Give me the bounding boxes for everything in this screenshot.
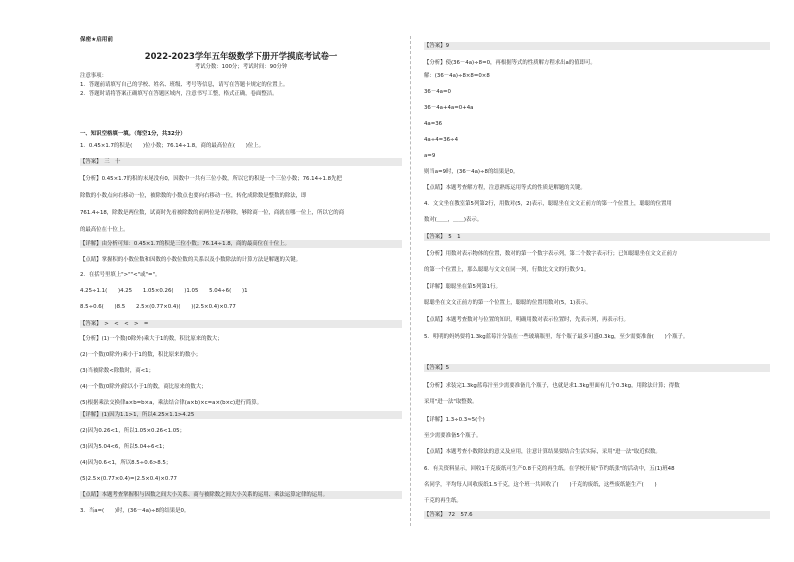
notice-title: 注意事项： — [80, 73, 107, 79]
solve-step: a=9 — [424, 153, 436, 159]
answer-6: 【答案】 72 57.6 — [424, 511, 770, 519]
question-1: 1．0.45×1.7的积是( )位小数；76.14÷1.8，商的最高位在( )位上。 — [80, 143, 265, 149]
answer-2: 【答案】 > < < > = — [80, 320, 402, 328]
question-3: 3．当a=( )时，(36－4a)÷8的结果是0。 — [80, 508, 190, 514]
question-4: 4．文文坐在教室第5列第2行，用数对(5，2)表示，聪聪坐在文文正前方的第一个位置上，聪聪的位置用 — [424, 201, 672, 207]
analysis-line: 【分析】求装完1.3kg蓝莓汁至少需要准备几个瓶子，也就是求1.3kg里面有几个0.3kg，用除法计算；得数 — [424, 383, 680, 389]
detail-line: (3)因为5.04<6，所以5.04÷6<1； — [80, 444, 168, 450]
analysis-line: (5)根据乘法交换律a×b=b×a，乘法结合律(a×b)×c=a×(b×c)进行简算。 — [80, 400, 263, 406]
detail-line: 【详解】聪聪坐在第5列第1行。 — [424, 284, 501, 290]
solve-step: 4a÷4=36÷4 — [424, 137, 459, 143]
analysis-line: 761.4÷18，除数是两位数，试商时先看被除数的前两位是否够除，够除商一位，商就在哪一位上，所以它的商 — [80, 210, 344, 216]
solve-step: 则当a=9时，(36－4a)÷8的结果是0。 — [424, 169, 519, 175]
answer-3: 【答案】9 — [424, 42, 770, 50]
question-6-cont: 千克的再生纸。 — [424, 498, 462, 504]
notice-item: 1．答题前请填写自己的学校、姓名、班级、考号等信息，请写在答题卡规定的位置上。 — [80, 82, 289, 88]
exam-title: 2022-2023学年五年级数学下册开学摸底考试卷一 — [144, 51, 338, 61]
detail-line: (2)因为0.26<1，所以1.05×0.26<1.05； — [80, 428, 185, 434]
detail-line: 聪聪坐在文文正前方的第一个位置上，聪聪的位置用数对(5，1)表示。 — [424, 300, 592, 306]
answer-1: 【答案】 三 十 — [80, 158, 402, 166]
question-5: 5．明明的妈妈要将1.3kg蓝莓汁分装在一些玻璃瓶里，每个瓶子最多可盛0.3kg，至少需要准备( )个瓶子。 — [424, 334, 689, 340]
tip-line: 【点睛】本题考查小数除法的意义及应用，注意计算结果要结合生活实际，采用"进一法"取近似数。 — [424, 449, 661, 455]
analysis-line: 【分析】0.45×1.7的积的末尾没有0，因数中一共有三位小数，所以它的积是一个三位小数；76.14÷1.8先把 — [80, 176, 342, 182]
secret-label: 保密★启用前 — [80, 37, 113, 43]
question-2: 2．在括号里填上">""<"或"="。 — [80, 272, 161, 278]
analysis-line: 【分析】用数对表示物体的位置，数对的第一个数字表示列，第二个数字表示行；已知聪聪坐在文文正前方 — [424, 251, 678, 257]
tip-line: 【点睛】本题考查掌握积与因数之间大小关系、商与被除数之间大小关系的运用、乘法运算定律的运用。 — [80, 491, 402, 499]
notice-item: 2．答题时请将答案正确填写在答题区域内，注意书写工整，格式正确，卷面整洁。 — [80, 91, 278, 97]
question-6-cont: 名同学，平均每人回收废纸1.5千克，这个班一共回收了( )千克的废纸，这些废纸能生产( ) — [424, 482, 657, 488]
analysis-line: (2)一个数(0除外)乘小于1的数，积比原来的数小； — [80, 352, 202, 358]
analysis-line: 的最高位在十位上。 — [80, 227, 129, 233]
analysis-line: 【分析】使(36－4a)÷8=0，再根据等式的性质解方程求出a的值即可。 — [424, 60, 596, 66]
analysis-line: 【分析】(1)一个数(0除外)乘大于1的数，积比原来的数大； — [80, 336, 223, 342]
analysis-line: (3)当被除数<除数时，商<1； — [80, 368, 155, 374]
compare-row: 4.25÷1.1( )4.25 1.05×0.26( )1.05 5.04÷6( )1 — [80, 288, 248, 294]
tip-line: 【点睛】本题考查数对与位置的知识，明确用数对表示位置时，先表示列，再表示行。 — [424, 317, 629, 323]
analysis-line: 除数的小数点向右移动一位，被除数的小数点也要向右移动一位，转化成除数是整数的除法，即 — [80, 193, 307, 199]
solve-step: 解：(36－4a)÷8×8=0×8 — [424, 73, 490, 79]
answer-4: 【答案】 5 1 — [424, 233, 770, 241]
tip-line: 【点睛】本题考查解方程，注意熟练运用等式的性质是解题的关键。 — [424, 185, 586, 191]
solve-step: 36－4a+4a=0+4a — [424, 105, 474, 111]
detail-line: 【详解】1.3÷0.3≈5(个) — [424, 417, 485, 423]
detail-line: 【详解】(1)因为1.1>1，所以4.25×1.1>4.25 — [80, 411, 402, 419]
tip-line: 【点睛】掌握积的小数位数和因数的小数位数的关系以及小数除法的计算方法是解题的关键。 — [80, 257, 302, 263]
detail-line: 至少需要准备5个瓶子。 — [424, 433, 482, 439]
compare-row: 8.5÷0.6( )8.5 2.5×(0.77×0.4)( )(2.5×0.4)×0.77 — [80, 304, 236, 310]
detail-line: (5)2.5×(0.77×0.4)=(2.5×0.4)×0.77 — [80, 476, 177, 482]
exam-meta: 考试分数：100分；考试时间：90分钟 — [194, 64, 288, 70]
detail-line: (4)因为0.6<1，所以8.5÷0.6>8.5； — [80, 460, 172, 466]
question-4-cont: 数对(＿＿，＿＿)表示。 — [424, 217, 483, 223]
solve-step: 36－4a=0 — [424, 89, 451, 95]
analysis-line: 的第一个位置上，那么聪聪与文文在同一列，行数比文文的行数少1。 — [424, 267, 590, 273]
column-divider — [410, 36, 411, 526]
detail-line: 【详解】由分析可知：0.45×1.7的积是三位小数；76.14÷1.8，商的最高位在十位上。 — [80, 240, 402, 248]
analysis-line: 采用"进一法"取整数。 — [424, 399, 478, 405]
question-6: 6．有关资料显示，回收1千克废纸可生产0.8千克的再生纸。在学校开展"节约纸张"的活动中，五(1)班48 — [424, 466, 675, 472]
section-heading: 一、知识空格填一填。（每空1分，共32分） — [80, 131, 186, 137]
analysis-line: (4)一个数(0除外)除以小于1的数，商比原来的数大； — [80, 384, 207, 390]
answer-5: 【答案】5 — [424, 364, 770, 372]
solve-step: 4a=36 — [424, 121, 443, 127]
